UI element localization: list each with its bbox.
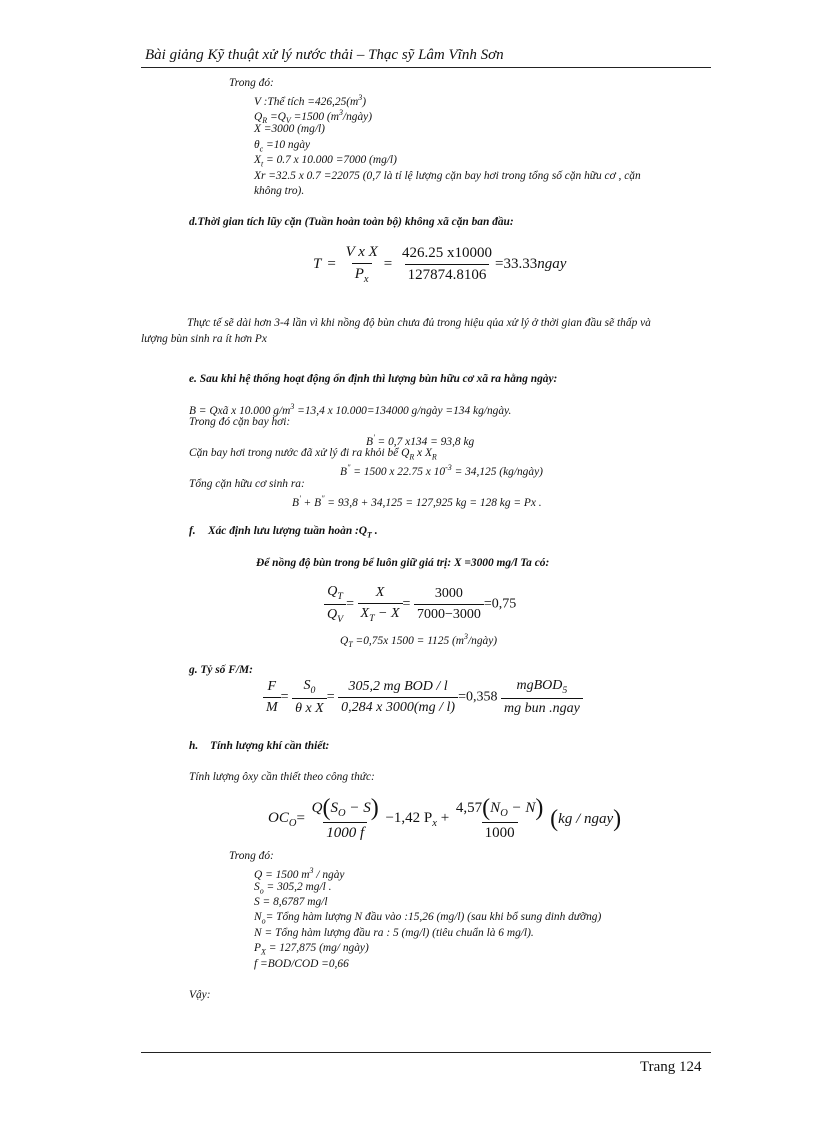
- section-d-note-line2: lượng bùn sinh ra ít hơn Px: [141, 333, 267, 345]
- section-f-subheading: Để nồng độ bùn trong bể luôn giữ giá trị: X =3000 mg/l Ta có:: [256, 557, 550, 569]
- block1-xr: Xr =32.5 x 0.7 =22075 (0,7 là tỉ lệ lượng cặn bay hơi trong tổng số cặn hữu cơ , cặn: [254, 170, 641, 182]
- section-h-intro: Tính lượng ôxy cần thiết theo công thức:: [189, 771, 375, 783]
- section-e-effluent-volatile: Cặn bay hơi trong nước đã xử lý đi ra khỏi bể $Q_R$ x $X_R$: [189, 447, 437, 462]
- section-h-param-px: $P_X = 127,875$ (mg/ ngày): [254, 942, 369, 957]
- section-h-conclusion: Vậy:: [189, 989, 211, 1001]
- section-e-b-prime: B' = 0,7 x134 = 93,8 kg: [366, 433, 475, 448]
- section-h-where: Trong đó:: [229, 850, 274, 862]
- formula-f-m-ratio: $\frac{F}{M}$ = $\frac{S_0}{\text{θ x X}}$ = $\frac{\text{305,2 mg BOD / l}}{0,284 x 3000(mg / l)}$ =0,358 $\frac{mgBOD_5}{\text{mg bun .ngay}}$: [263, 678, 583, 717]
- block1-volume: V :Thể tích $=426,25(m^3)$: [254, 93, 367, 108]
- block1-xr-cont: không tro).: [254, 185, 305, 197]
- formula-oxygen-demand: $OC_O=$ $\frac{Q(S_O - S)}{1000 f}$ −1,42 $P_x$ + $\frac{4,57(N_O - N)}{1000}$ (kg / ngay): [268, 795, 622, 841]
- section-h-param-n: N = Tổng hàm lượng đầu ra : 5 (mg/l) (tiêu chuẩn là 6 mg/l).: [254, 927, 534, 939]
- footer-rule: [141, 1052, 711, 1053]
- section-e-heading: e. Sau khi hệ thống hoạt động ổn định thì lượng bùn hữu cơ xã ra hằng ngày:: [189, 373, 558, 385]
- formula-recirculation-ratio: $\frac{Q_T}{Q_V}$ = $\frac{X}{X_T - X}$ = $\frac{3000}{7000-3000}$ =0,75: [324, 584, 516, 625]
- section-f-result: $Q_T =0,75x$ 1500 = 1125 $(m^3/ngày)$: [340, 632, 498, 650]
- section-g-heading: g. Tỷ số F/M:: [189, 664, 253, 676]
- section-h-param-no: $N_o=$ Tổng hàm lượng N đầu vào :15,26 (mg/l) (sau khi bổ sung dinh dưỡng): [254, 911, 602, 926]
- formula-accumulation-time: T = $\frac{\text{V x X}}{P_x}$ = $\frac{426.25 x10000}{127874.8106}$ =33.33ngay: [313, 244, 567, 285]
- block1-theta: $\theta_c =10$ ngày: [254, 139, 311, 154]
- section-e-b-double-prime: B'' = 1500 x 22.75 x $10^{-3} = 34,125$ (kg/ngày): [340, 463, 543, 478]
- section-e-total-intro: Tổng cặn hữu cơ sinh ra:: [189, 478, 305, 490]
- page-number: Trang 124: [640, 1059, 702, 1075]
- section-e-b-formula: B = Qxã x 10.000 $g/m^3 =13,4$ x 10.000=134000 g/ngày =134 kg/ngày.: [189, 402, 512, 417]
- block1-intro: Trong đó:: [229, 77, 274, 89]
- page-header-title: Bài giảng Kỹ thuật xử lý nước thải – Thạc sỹ Lâm Vĩnh Sơn: [145, 47, 504, 63]
- section-d-heading: d.Thời gian tích lũy cặn (Tuần hoàn toàn bộ) không xã cặn ban đầu:: [189, 216, 514, 228]
- section-d-note-line1: Thực tế sẽ dài hơn 3-4 lần vì khi nồng độ bùn chưa đủ trong hiệu qủa xử lý ở thời gian đầu sẽ thấp và: [187, 317, 651, 329]
- section-f-label: f.: [189, 525, 196, 537]
- block1-x: X =3000 (mg/l): [254, 123, 325, 135]
- section-f-heading: Xác định lưu lượng tuần hoàn $:Q_T$ .: [208, 525, 378, 540]
- section-h-param-q: Q = 1500 $m^3$ / ngày: [254, 866, 345, 881]
- section-e-total: B' + B'' = 93,8 + 34,125 = 127,925 kg = 128 kg = Px .: [292, 494, 542, 509]
- section-h-label: h.: [189, 740, 199, 752]
- section-h-param-s: S = 8,6787 mg/l: [254, 896, 328, 908]
- section-h-param-so: $S_o = 305,2$ mg/l .: [254, 881, 332, 896]
- section-e-volatile-intro: Trong đó cặn bay hơi:: [189, 416, 291, 428]
- section-h-heading: Tính lượng khí cần thiết:: [210, 740, 330, 752]
- section-h-param-f: f =BOD/COD =0,66: [254, 958, 349, 970]
- block1-flow: $Q_R =Q_V =1500$ $(m^3/ngày)$: [254, 108, 373, 126]
- block1-xt: $X_t = 0.7$ x 10.000 =7000 (mg/l): [254, 154, 397, 169]
- header-rule: [141, 67, 711, 68]
